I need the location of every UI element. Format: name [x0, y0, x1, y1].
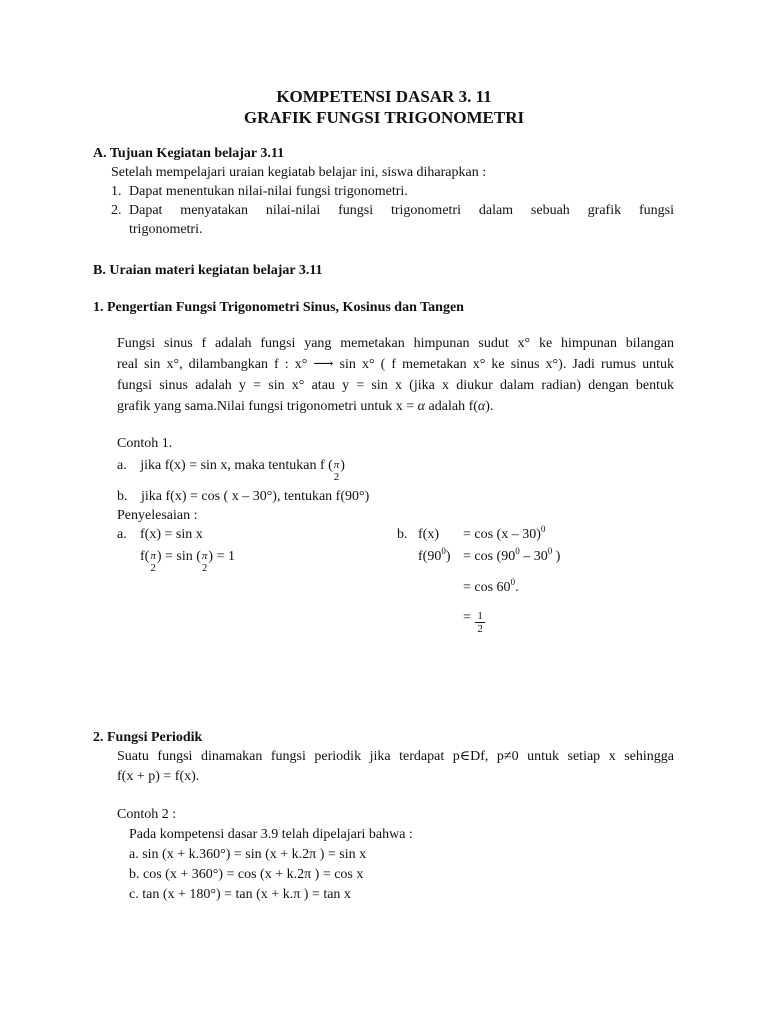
solution-a-label: a.	[117, 527, 127, 542]
paragraph-line-4	[117, 397, 493, 417]
objective-2-text: Dapat menyatakan nilai-nilai fungsi trigonometri dalam sebuah grafik fungsi	[129, 203, 674, 218]
paragraph-line-1: Fungsi sinus f adalah fungsi yang memetakan himpunan sudut x° ke himpunan bilangan	[117, 336, 674, 351]
solution-a-line-1: f(x) = sin x	[140, 527, 203, 542]
paragraph-line-2: real sin x°, dilambangkan f : x° ⟶ sin x° ( f memetakan x° ke sinus x°). Jadi rumus untuk	[117, 357, 674, 372]
solution-b-line-2-lhs	[418, 547, 451, 567]
fraction-numerator: 1	[477, 610, 483, 622]
solution-b-line-1-rhs	[463, 525, 545, 545]
example-2-item-a: a. sin (x + k.360°) = sin (x + k.2π ) = sin x	[129, 847, 367, 862]
solution-b-line-1-expr: = cos (x – 30)	[463, 527, 541, 542]
solution-b-line-4	[463, 608, 486, 635]
solution-b-line-3	[463, 578, 519, 598]
pi-over-2-fraction	[202, 550, 208, 574]
degree-sup: 0	[515, 546, 520, 556]
one-half-fraction	[475, 610, 485, 635]
subsection-2-heading: 2. Fungsi Periodik	[93, 730, 203, 745]
document-title-line1: KOMPETENSI DASAR 3. 11	[276, 87, 492, 106]
document-title-line2: GRAFIK FUNGSI TRIGONOMETRI	[243, 108, 525, 127]
example-2-intro: Pada kompetensi dasar 3.9 telah dipelajari bahwa :	[129, 827, 413, 842]
paragraph-line-4-start: grafik yang sama.Nilai fungsi trigonometri untuk x =	[117, 399, 415, 414]
solution-a-sin-open: ) = sin (	[156, 549, 201, 564]
example-2-item-c: c. tan (x + 180°) = tan (x + k.π ) = tan x	[129, 887, 351, 902]
solution-b-close: )	[552, 549, 561, 564]
solution-b-equals: =	[463, 610, 471, 625]
objective-2-number: 2.	[111, 203, 122, 218]
fraction-denominator: 2	[333, 471, 340, 483]
periodic-definition-line-2: f(x + p) = f(x).	[117, 769, 200, 784]
solution-b-period: .	[515, 580, 519, 595]
solution-label: Penyelesaian :	[117, 508, 198, 523]
alpha-symbol-2: α	[477, 399, 486, 414]
solution-b-cos-60: = cos 60	[463, 580, 511, 595]
pi-over-2-fraction	[334, 459, 340, 483]
fraction-numerator: π	[333, 459, 340, 471]
section-a-intro: Setelah mempelajari uraian kegiatab belajar ini, siswa diharapkan :	[111, 165, 487, 180]
degree-sup: 0	[441, 546, 446, 556]
question-a-label: a.	[117, 458, 127, 473]
objective-1-text: Dapat menentukan nilai-nilai fungsi trigonometri.	[129, 184, 408, 199]
solution-b-cos-90: = cos (90	[463, 549, 516, 564]
example-1-question-b	[117, 487, 369, 507]
question-a-close: )	[340, 458, 345, 473]
fraction-denominator: 2	[150, 562, 156, 574]
section-a-heading: A. Tujuan Kegiatan belajar 3.11	[93, 146, 285, 161]
paragraph-line-3: fungsi sinus adalah y = sin x° atau y = sin x (jika x diukur dalam radian) dengan bentuk	[117, 378, 674, 393]
solution-a-f-open: f(	[140, 549, 150, 564]
solution-a-line-2	[140, 547, 235, 574]
example-2-item-b: b. cos (x + 360°) = cos (x + k.2π ) = cos x	[129, 867, 364, 882]
degree-sup: 0	[540, 524, 546, 534]
fraction-denominator: 2	[477, 623, 483, 635]
objective-2-continuation: trigonometri.	[129, 222, 203, 237]
solution-b-f90: f(90	[418, 549, 442, 564]
fraction-numerator: π	[201, 550, 208, 562]
example-1-question-a	[117, 456, 345, 483]
example-1-label: Contoh 1.	[117, 436, 173, 451]
question-a-text: jika f(x) = sin x, maka tentukan f (	[140, 458, 333, 473]
solution-b-minus-30: – 30	[519, 549, 548, 564]
degree-sup: 0	[547, 546, 553, 556]
periodic-definition-line-1: Suatu fungsi dinamakan fungsi periodik jika terdapat p∈Df, p≠0 untuk setiap x sehingga	[117, 749, 674, 764]
alpha-symbol: α	[417, 399, 426, 414]
solution-a-result: ) = 1	[208, 549, 235, 564]
pi-over-2-fraction	[150, 550, 156, 574]
paragraph-line-4-end: ).	[485, 399, 494, 414]
fraction-numerator: π	[150, 550, 156, 562]
solution-b-line-1-lhs: f(x)	[418, 527, 439, 542]
paragraph-line-4-mid: adalah f(	[428, 399, 478, 414]
example-2-label: Contoh 2 :	[117, 807, 177, 822]
solution-b-label: b.	[397, 527, 408, 542]
section-b-heading: B. Uraian materi kegiatan belajar 3.11	[93, 263, 323, 278]
subsection-1-heading: 1. Pengertian Fungsi Trigonometri Sinus, Kosinus dan Tangen	[93, 300, 464, 315]
solution-b-f90-close: )	[445, 549, 451, 564]
degree-sup: 0	[510, 577, 516, 587]
objective-1-number: 1.	[111, 184, 122, 199]
question-b-label: b.	[117, 489, 128, 504]
solution-b-line-2-rhs	[463, 547, 560, 567]
fraction-denominator: 2	[201, 562, 208, 574]
question-b-text: jika f(x) = cos ( x – 30°), tentukan f(90°)	[141, 489, 370, 504]
